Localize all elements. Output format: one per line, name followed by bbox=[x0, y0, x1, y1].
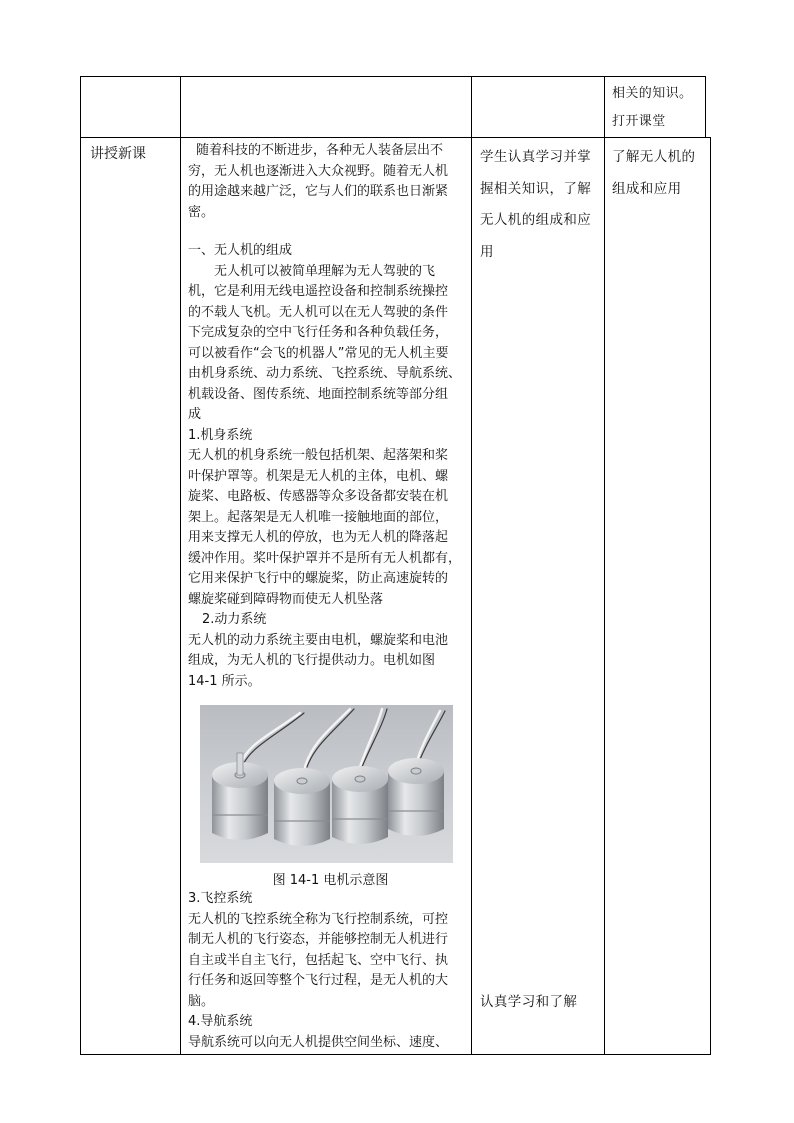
body-line: 自主或半自主飞行，包括起飞、空中飞行、执 bbox=[188, 952, 449, 968]
text-line: 学生认真学习并掌 bbox=[480, 149, 592, 165]
body-line: 架上。起落架是无人机唯一接触地面的部位， bbox=[188, 509, 449, 525]
figure-caption: 图 14-1 电机示意图 bbox=[272, 873, 389, 888]
table-left-border bbox=[80, 76, 81, 1055]
text-line: 握相关知识，了解 bbox=[480, 180, 592, 197]
column-divider-3 bbox=[604, 76, 605, 1055]
body-line: 无人机的飞控系统全称为飞行控制系统，可控 bbox=[188, 911, 449, 927]
main-row-right-border bbox=[710, 137, 711, 1055]
body-line: 旋桨、电路板、传感器等众多设备都安装在机 bbox=[188, 489, 449, 504]
body-line: 无人机的动力系统主要由电机，螺旋桨和电池 bbox=[188, 632, 449, 648]
column-divider-1 bbox=[180, 76, 181, 1055]
body-line: 由机身系统、动力系统、飞控系统、导航系统、 bbox=[188, 366, 462, 381]
lesson-content-continued bbox=[188, 889, 473, 1053]
subsection-heading: 4.导航系统 bbox=[188, 1014, 253, 1029]
body-line: 成 bbox=[188, 407, 202, 422]
body-line: 叶保护罩等。机架是无人机的主体，电机、螺 bbox=[188, 468, 449, 484]
table-bottom-border bbox=[80, 1054, 711, 1055]
row-divider bbox=[80, 137, 710, 138]
section-label: 讲授新课 bbox=[90, 146, 146, 162]
text-line: 了解无人机的 bbox=[612, 149, 696, 165]
top-row-right-border bbox=[705, 76, 706, 137]
subsection-heading: 2.动力系统 bbox=[202, 612, 267, 627]
body-line: 14-1 所示。 bbox=[188, 673, 261, 689]
body-line: 行任务和返回等整个飞行过程，是无人机的大 bbox=[188, 973, 449, 988]
body-line: 组成，为无人机的飞行提供动力。电机如图 bbox=[188, 653, 436, 668]
text-line: 组成和应用 bbox=[612, 180, 682, 197]
motor-photo bbox=[200, 705, 453, 863]
body-line: 导航系统可以向无人机提供空间坐标、速度、 bbox=[188, 1034, 449, 1050]
student-activity bbox=[480, 142, 604, 268]
body-line: 用来支撑无人机的停放，也为无人机的降落起 bbox=[188, 530, 449, 545]
body-line: 可以被看作“会飞的机器人”常见的无人机主要 bbox=[188, 345, 449, 361]
body-line: 缓冲作用。桨叶保护罩并不是所有无人机都有， bbox=[188, 550, 462, 566]
intro-line: 的用途越来越广泛，它与人们的联系也日渐紧 bbox=[188, 184, 449, 199]
body-line: 脑。 bbox=[188, 993, 215, 1009]
body-line: 制无人机的飞行姿态，并能够控制无人机进行 bbox=[188, 932, 449, 947]
student-activity-bottom: 认真学习和了解 bbox=[480, 994, 578, 1010]
text-line: 用 bbox=[480, 243, 494, 260]
body-line: 机载设备、图传系统、地面控制系统等部分组 bbox=[188, 386, 449, 402]
body-line: 无人机可以被简单理解为无人驾驶的飞 bbox=[214, 263, 436, 279]
top-row-col4 bbox=[612, 80, 704, 136]
body-line: 机，它是利用无线电遥控设备和控制系统操控 bbox=[188, 284, 449, 299]
intro-line: 穷，无人机也逐渐进入大众视野。随着无人机 bbox=[188, 163, 449, 179]
table-top-border bbox=[80, 76, 706, 77]
intro-line: 密。 bbox=[188, 204, 215, 220]
body-line: 的不载人飞机。无人机可以在无人驾驶的条件 bbox=[188, 304, 449, 320]
body-line: 螺旋桨碰到障碍物而使无人机坠落 bbox=[188, 591, 384, 607]
design-intent bbox=[612, 142, 710, 205]
text-line: 无人机的组成和应 bbox=[480, 212, 592, 228]
intro-line: 随着科技的不断进步，各种无人装备层出不 bbox=[196, 143, 444, 158]
body-line: 下完成复杂的空中飞行任务和各种负载任务， bbox=[188, 325, 449, 340]
body-line: 无人机的机身系统一般包括机架、起落架和桨 bbox=[188, 448, 449, 463]
text-line: 相关的知识。 bbox=[612, 86, 693, 101]
body-line: 它用来保护飞行中的螺旋桨，防止高速旋转的 bbox=[188, 571, 449, 586]
text-line: 打开课堂 bbox=[612, 114, 666, 129]
lesson-content bbox=[188, 141, 473, 692]
section-heading: 一、无人机的组成 bbox=[188, 243, 293, 258]
subsection-heading: 1.机身系统 bbox=[188, 427, 253, 443]
subsection-heading: 3.飞控系统 bbox=[188, 891, 253, 906]
